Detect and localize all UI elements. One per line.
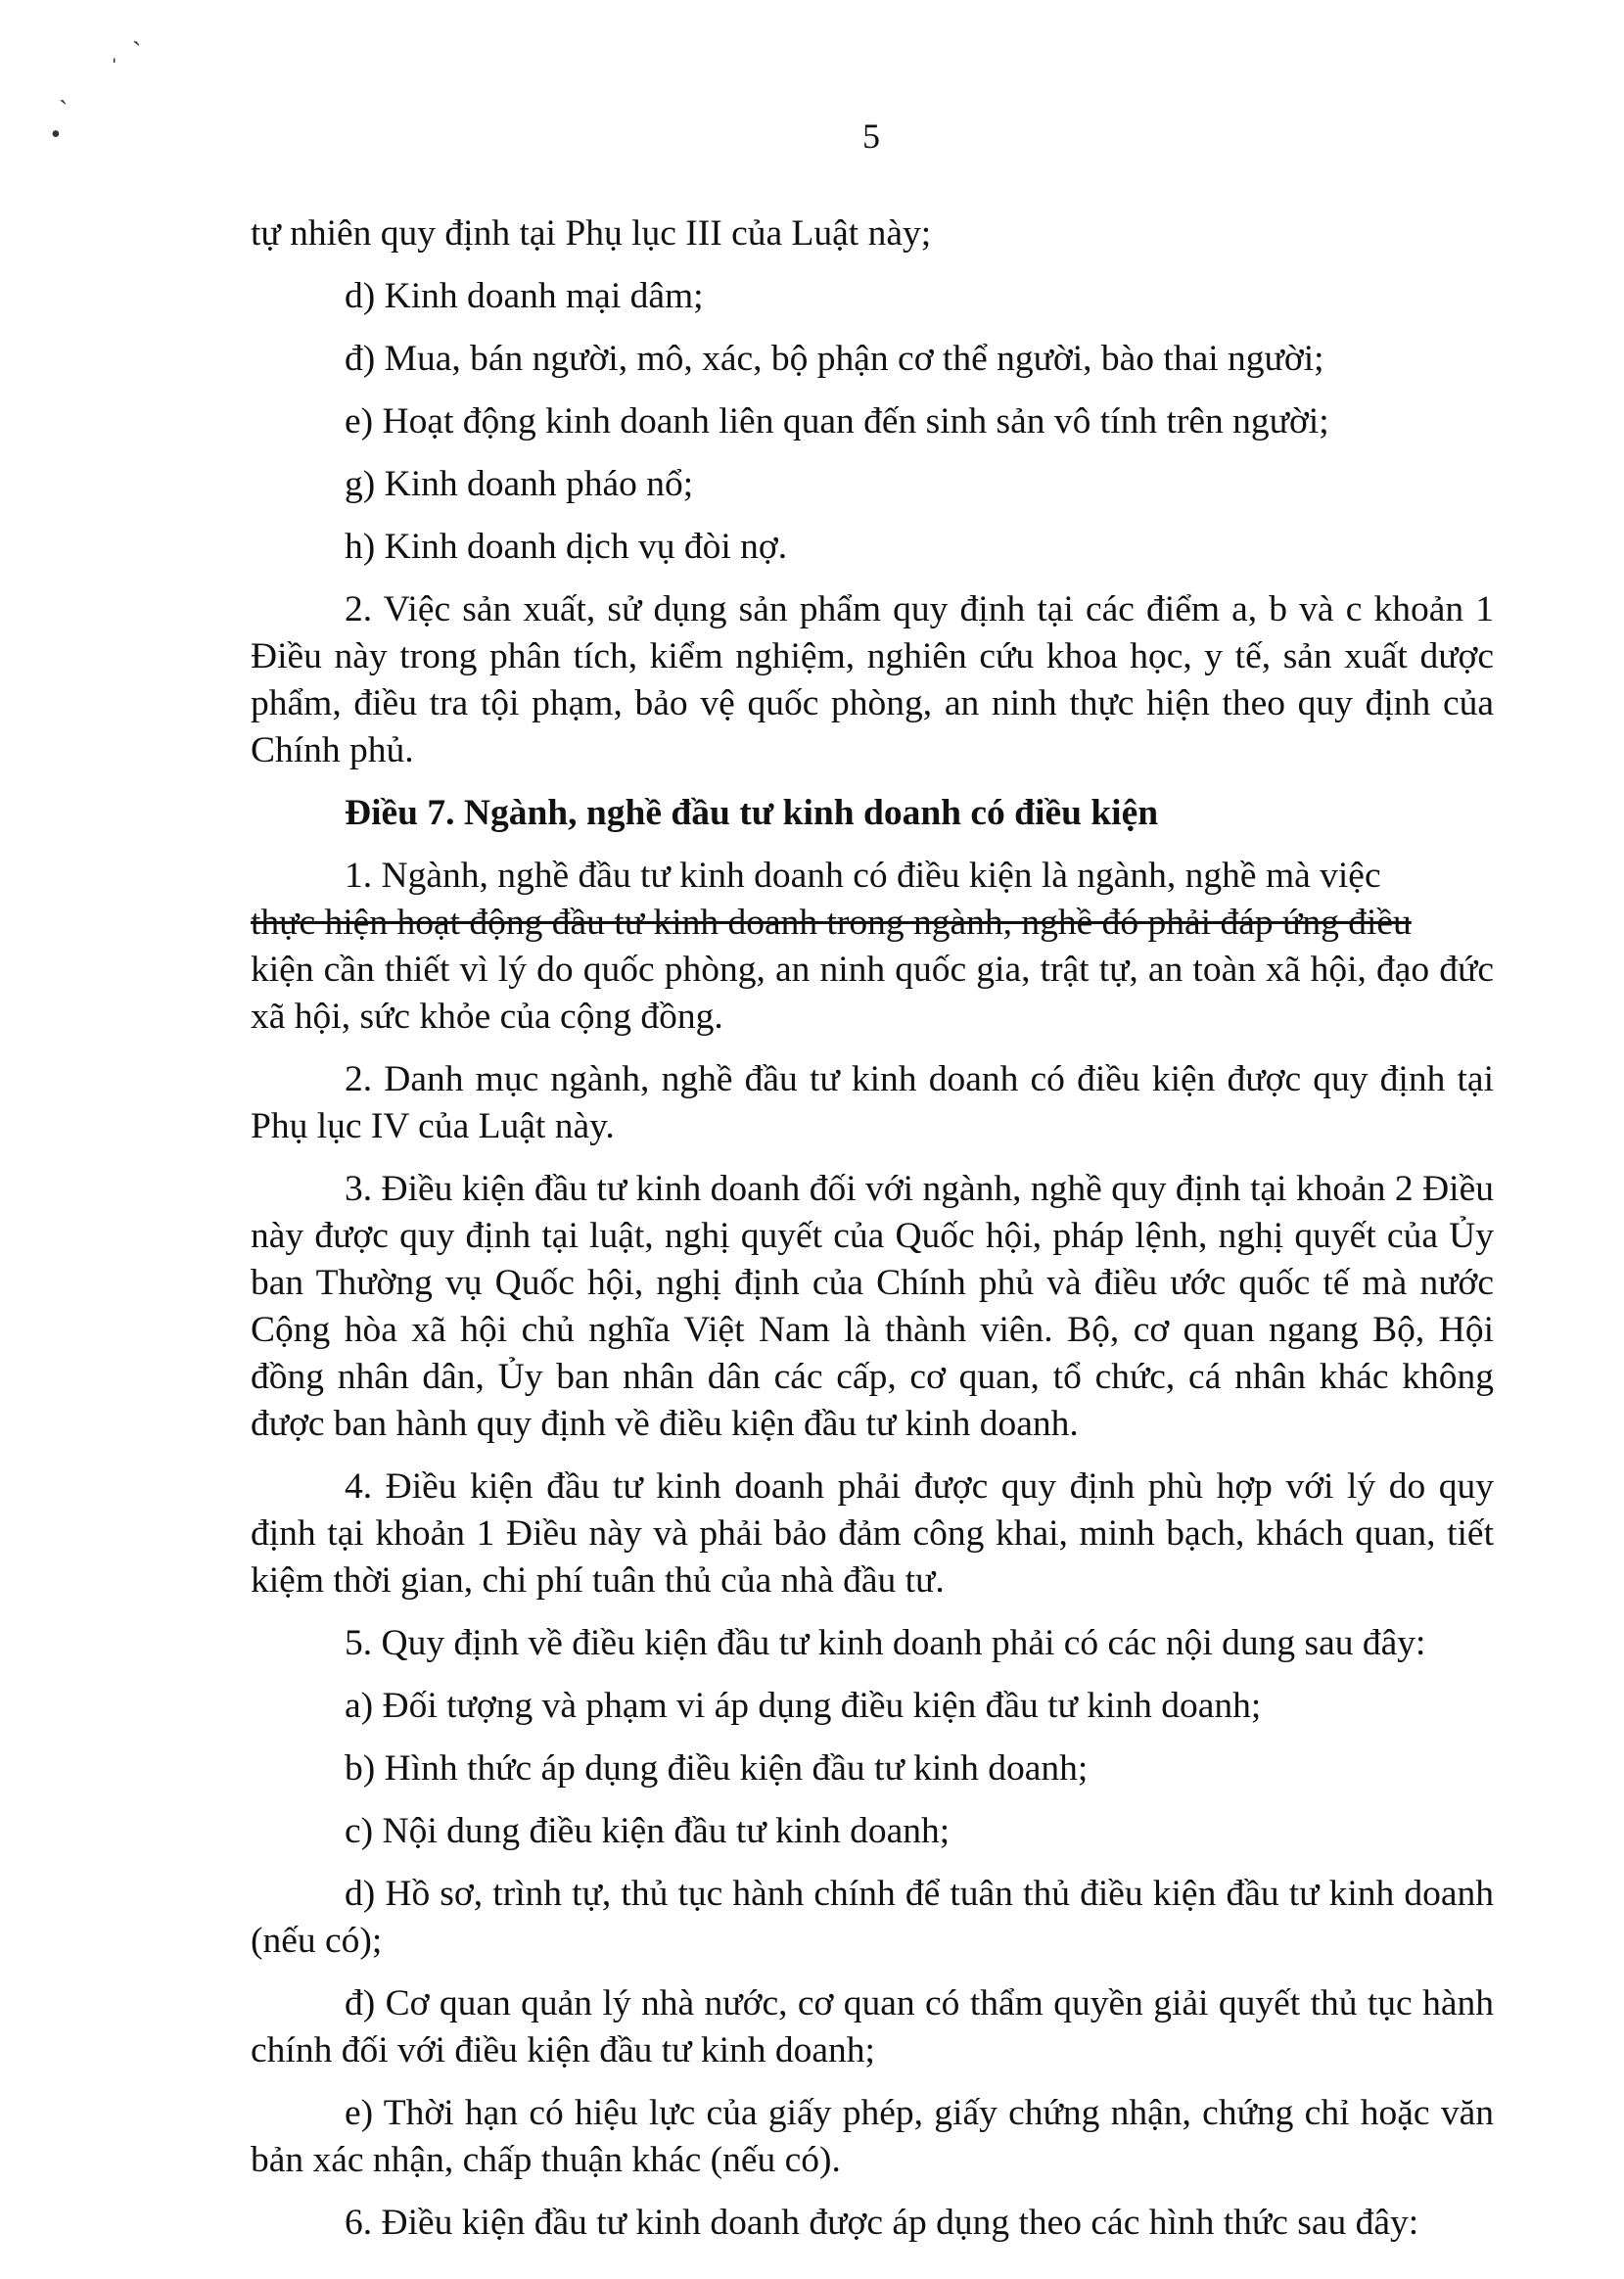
scan-speck: ˋ <box>132 37 142 68</box>
paragraph: a) Đối tượng và phạm vi áp dụng điều kiện đầu tư kinh doanh; <box>345 1686 1262 1726</box>
paragraph: 2. Việc sản xuất, sử dụng sản phẩm quy định tại các điểm a, b và c khoản 1 Điều này trong phân tích, kiểm nghiệm, nghiên cứu khoa học, y tế, sản xuất dược phẩm, điều tra tội phạm, bảo vệ quốc phòng, an ninh thực hiện theo quy định của Chính phủ. <box>251 589 1494 770</box>
paragraph: d) Kinh doanh mại dâm; <box>345 276 704 316</box>
paragraph-line: kiện cần thiết vì lý do quốc phòng, an ninh quốc gia, trật tự, an toàn xã hội, đạo đức xã hội, sức khỏe của cộng đồng. <box>251 950 1494 1037</box>
paragraph: b) Hình thức áp dụng điều kiện đầu tư kinh doanh; <box>345 1748 1089 1789</box>
paragraph: 2. Danh mục ngành, nghề đầu tư kinh doanh có điều kiện được quy định tại Phụ lục IV của Luật này. <box>251 1059 1494 1146</box>
paragraph-with-strikethrough <box>251 853 1494 1041</box>
scan-speck: ˋ <box>59 96 69 126</box>
scan-speck: • <box>51 119 61 150</box>
paragraph: 3. Điều kiện đầu tư kinh doanh đối với ngành, nghề quy định tại khoản 2 Điều này được quy định tại luật, nghị quyết của Quốc hội, pháp lệnh, nghị quyết của Ủy ban Thường vụ Quốc hội, nghị định của Chính phủ và điều ước quốc tế mà nước Cộng hòa xã hội chủ nghĩa Việt Nam là thành viên. Bộ, cơ quan ngang Bộ, Hội đồng nhân dân, Ủy ban nhân dân các cấp, cơ quan, tổ chức, cá nhân khác không được ban hành quy định về điều kiện đầu tư kinh doanh. <box>251 1169 1494 1444</box>
article-heading: Điều 7. Ngành, nghề đầu tư kinh doanh có điều kiện <box>345 793 1159 833</box>
page-number: 5 <box>862 116 880 156</box>
paragraph: đ) Cơ quan quản lý nhà nước, cơ quan có thẩm quyền giải quyết thủ tục hành chính đối với điều kiện đầu tư kinh doanh; <box>251 1983 1494 2070</box>
paragraph: g) Kinh doanh pháo nổ; <box>345 464 694 504</box>
paragraph: đ) Mua, bán người, mô, xác, bộ phận cơ thể người, bào thai người; <box>345 339 1324 379</box>
paragraph: h) Kinh doanh dịch vụ đòi nợ. <box>345 527 788 567</box>
scan-speck: ˌ <box>110 33 119 64</box>
document-body <box>251 210 1494 2262</box>
paragraph: c) Nội dung điều kiện đầu tư kinh doanh; <box>345 1811 951 1851</box>
struck-line: thực hiện hoạt động đầu tư kinh doanh trong ngành, nghề đó phải đáp ứng điều <box>251 903 1412 943</box>
paragraph: 6. Điều kiện đầu tư kinh doanh được áp dụng theo các hình thức sau đây: <box>345 2203 1419 2243</box>
paragraph: e) Thời hạn có hiệu lực của giấy phép, giấy chứng nhận, chứng chỉ hoặc văn bản xác nhận, chấp thuận khác (nếu có). <box>251 2093 1494 2180</box>
paragraph: 4. Điều kiện đầu tư kinh doanh phải được quy định phù hợp với lý do quy định tại khoản 1 Điều này và phải bảo đảm công khai, minh bạch, khách quan, tiết kiệm thời gian, chi phí tuân thủ của nhà đầu tư. <box>251 1466 1494 1601</box>
paragraph: tự nhiên quy định tại Phụ lục III của Luật này; <box>251 213 932 254</box>
paragraph-line: 1. Ngành, nghề đầu tư kinh doanh có điều kiện là ngành, nghề mà việc <box>345 856 1381 896</box>
paragraph: 5. Quy định về điều kiện đầu tư kinh doanh phải có các nội dung sau đây: <box>345 1623 1426 1663</box>
paragraph: d) Hồ sơ, trình tự, thủ tục hành chính để tuân thủ điều kiện đầu tư kinh doanh (nếu có); <box>251 1874 1494 1961</box>
paragraph: e) Hoạt động kinh doanh liên quan đến sinh sản vô tính trên người; <box>345 401 1329 442</box>
